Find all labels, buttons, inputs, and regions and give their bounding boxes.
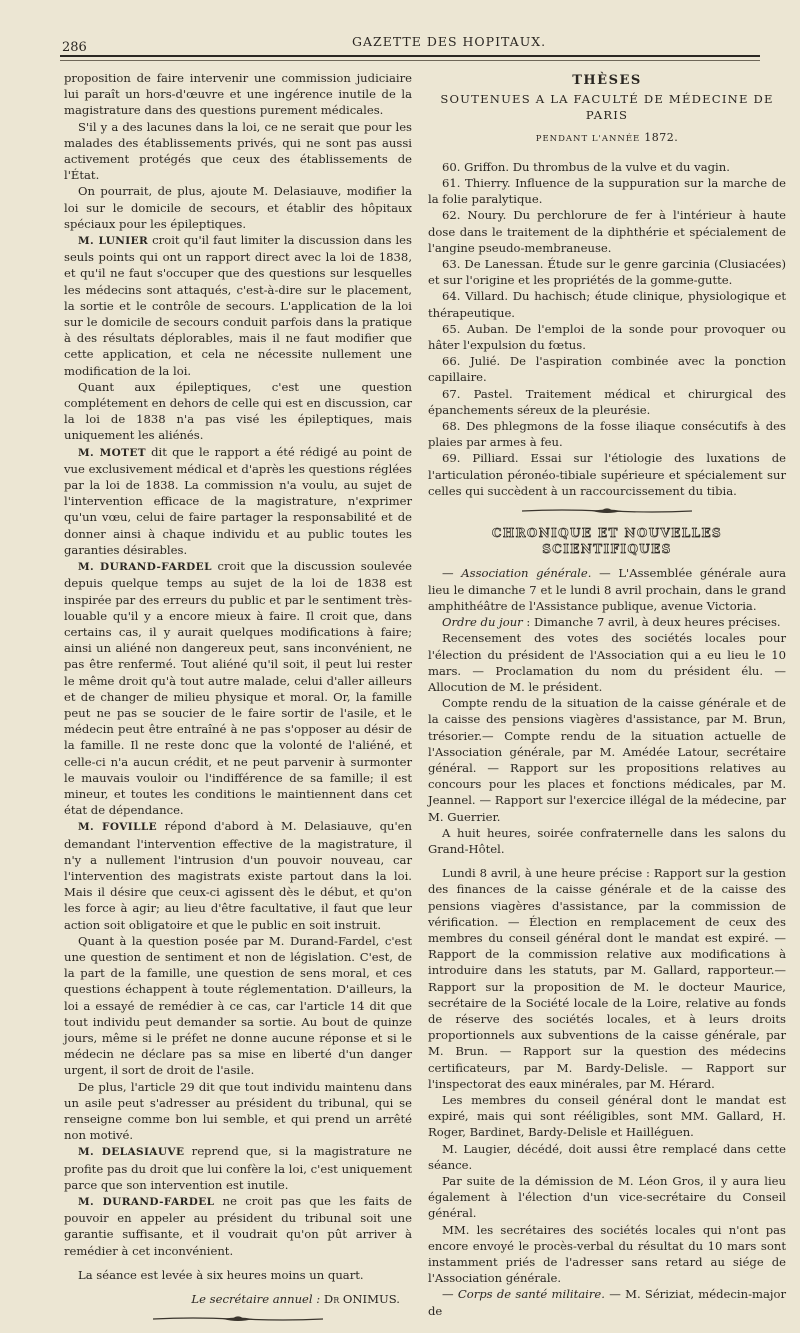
thesis-entry: 61. Thierry. Influence de la suppuration sur la marche de la folie paralytique. bbox=[428, 176, 786, 207]
paragraph: Par suite de la démission de M. Léon Gros, il y aura lieu également à l'élection d'un vice-secrétaire du Conseil général. bbox=[428, 1174, 786, 1221]
thesis-entry: 69. Pilliard. Essai sur l'étiologie des luxations de l'articulation péronéo-tibiale supérieure et spécialement sur celles qui succèdent à un raccourcissement du tibia. bbox=[428, 451, 786, 498]
thesis-entry: 67. Pastel. Traitement médical et chirurgical des épanchements séreux de la pleurésie. bbox=[428, 386, 786, 417]
page-number: 286 bbox=[62, 40, 87, 55]
paragraph: A huit heures, soirée confraternelle dans les salons du Grand-Hôtel. bbox=[428, 825, 786, 856]
paragraph: Lundi 8 avril, à une heure précise : Rapport sur la gestion des finances de la caisse générale et de la caisse des pensions viagères d'assistance, par la commission de vérification. — Élection en remplacement de ceux des membres du conseil général dont le mandat est expiré. — Rapport de la commission relative aux modifications à introduire dans les statuts, par M. Gallard, rapporteur.— Rapport sur la proposition de M. le docteur Maurice, secrétaire de la Société locale de la Loire, relative au fonds de réserve des sociétés locales, et à leurs droits proportionnels aux subventions de la caisse générale, par M. Brun. — Rapport sur la question des médecins certificateurs, par M. Bardy-Delisle. — Rapport sur l'inspectorat des eaux minérales, par M. Hérard. bbox=[428, 866, 786, 1091]
thesis-entry: 64. Villard. Du hachisch; étude clinique, physiologique et thérapeutique. bbox=[428, 289, 786, 320]
thesis-entry: 66. Julié. De l'aspiration combinée avec la ponction capillaire. bbox=[428, 354, 786, 385]
paragraph bbox=[428, 614, 786, 630]
paragraph: Compte rendu de la situation de la caisse générale et de la caisse des pensions viagères d'assistance, par M. Brun, trésorier.— Compte rendu de la situation actuelle de l'Association générale, par M. Amédée Latour, secrétaire général. — Rapport sur les propositions relatives au concours pour les places et fonctions médicales, par M. Jeannel. — Rapport sur l'exercice illégal de la médecine, par M. Guerrier. bbox=[428, 696, 786, 824]
theses-period bbox=[428, 130, 786, 147]
paragraph-text: — M. Sériziat, médecin-major de bbox=[428, 1287, 787, 1318]
speaker-name: M. FOVILLE bbox=[78, 821, 158, 834]
paragraph bbox=[64, 818, 412, 932]
thesis-entry: 60. Griffon. Du thrombus de la vulve et du vagin. bbox=[442, 159, 730, 174]
signature-label: Le secrétaire annuel : bbox=[191, 1292, 324, 1307]
paragraph: proposition de faire intervenir une commission judiciaire lui paraît un hors-d'œuvre et une ingérence inutile de la magistrature dans des questions purement médicales. bbox=[64, 71, 412, 118]
paragraph-text: croit qu'il faut limiter la discussion dans les seuls points qui ont un rapport direct avec la loi de 1838, et qu'il ne faut s'occuper que des questions sur lesquelles les médecins sont attaqués, c'est-à-dire sur le placement, la sortie et le contrôle de secours. L'application de la loi sur le domicile de secours conduit parfois dans la pratique à des résultats déplorables, mais il ne faut modifier que cette application, et cela ne nécessite nullement une modification de la loi. bbox=[64, 233, 412, 378]
running-title: GAZETTE DES HOPITAUX. bbox=[352, 34, 547, 49]
paragraph-text: : Dimanche 7 avril, à deux heures précises. bbox=[522, 615, 781, 630]
right-column bbox=[428, 70, 786, 1319]
paragraph-text: reprend que, si la magistrature ne profite pas du droit que lui confère la loi, c'est uniquement parce que son intervention est inutile. bbox=[64, 1144, 412, 1192]
agenda-label: Ordre du jour bbox=[442, 615, 523, 630]
rubric-label: — Corps de santé militaire. bbox=[442, 1287, 605, 1302]
paragraph-text: répond d'abord à M. Delasiauve, qu'en demandant l'intervention effective de la magistrature, il n'y a nullement l'intrusion d'un pouvoir nouveau, car l'intervention des magistrats existe partout dans la loi. Mais il désire que ceux-ci agissent dès le début, et qu'on les force à agir; au lieu d'être facultative, il faut que leur action soit obligatoire et que le public en soit instruit. bbox=[64, 819, 412, 932]
paragraph: De plus, l'article 29 dit que tout individu maintenu dans un asile peut s'adresser au président du tribunal, qui se renseigne comme bon lui semble, et qui prend un arrêté non motivé. bbox=[64, 1079, 412, 1143]
thesis-entry: 62. Noury. Du perchlorure de fer à l'intérieur à haute dose dans le traitement de la diphthérie et spécialement de l'angine pseudo-membraneuse. bbox=[428, 208, 786, 255]
paragraph: Recensement des votes des sociétés locales pour l'élection du président de l'Association qui a eu lieu le 10 mars. — Proclamation du nom du président élu. — Allocution de M. le président. bbox=[428, 631, 786, 694]
header-rule bbox=[60, 55, 760, 57]
paragraph bbox=[64, 1193, 412, 1259]
paragraph-text: — L'Assemblée générale aura lieu le dimanche 7 et le lundi 8 avril prochain, dans le grand amphithéâtre de l'Assistance publique, avenue Victoria. bbox=[428, 566, 786, 613]
paragraph-text: dit que le rapport a été rédigé au point de vue exclusivement médical et d'après les questions réglées par la loi de 1838. La commission n'a voulu, au sujet de l'intervention efficace de la magistrature, n'exprimer qu'un vœu, celui de faire partager la responsabilité et de donner ainsi à chaque individu et au public toutes les garanties désirables. bbox=[64, 444, 412, 557]
paragraph bbox=[64, 558, 412, 818]
rubric-label: — Association générale. bbox=[442, 566, 592, 581]
header-rule-thin bbox=[60, 60, 760, 61]
signature-name: Dr ONIMUS. bbox=[323, 1292, 400, 1307]
thesis-entry: 63. De Lanessan. Étude sur le genre garcinia (Clusiacées) et sur l'origine et les propriétés de la gomme-gutte. bbox=[428, 257, 786, 288]
speaker-name: M. MOTET bbox=[78, 446, 146, 459]
chronique-title: CHRONIQUE ET NOUVELLES SCIENTIFIQUES bbox=[491, 526, 723, 557]
period-label: PENDANT L'ANNÉE bbox=[535, 133, 641, 144]
paragraph bbox=[428, 1286, 786, 1318]
flourish-divider bbox=[428, 507, 786, 515]
paragraph bbox=[64, 232, 412, 379]
theses-title: THÈSES bbox=[572, 73, 642, 88]
paragraph: Quant aux épileptiques, c'est une question complétement en dehors de celle qui est en discussion, car la loi de 1838 n'a pas visé les épileptiques, mais uniquement les aliénés. bbox=[64, 379, 412, 443]
thesis-entry: 68. Des phlegmons de la fosse iliaque consécutifs à des plaies par armes à feu. bbox=[428, 419, 786, 450]
speaker-name: M. DURAND-FARDEL bbox=[78, 1196, 215, 1209]
paragraph: Les membres du conseil général dont le mandat est expiré, mais qui sont rééligibles, sont MM. Gallard, H. Roger, Bardinet, Bardy-Delisle et Hailléguen. bbox=[428, 1092, 786, 1140]
paragraph bbox=[64, 444, 412, 558]
paragraph: MM. les secrétaires des sociétés locales qui n'ont pas encore envoyé le procès-verbal du résultat du 10 mars sont instamment priés de l'adresser sans retard au siége de l'Association générale. bbox=[428, 1222, 786, 1286]
thesis-entry: 65. Auban. De l'emploi de la sonde pour provoquer ou hâter l'expulsion du fœtus. bbox=[428, 321, 786, 353]
paragraph bbox=[428, 565, 786, 614]
paragraph: S'il y a des lacunes dans la loi, ce ne serait que pour les malades des établissements privés, qui ne sont pas aussi activement protégés que ceux des établissements de l'État. bbox=[64, 119, 412, 183]
speaker-name: M. DURAND-FARDEL bbox=[78, 561, 212, 574]
left-column bbox=[64, 70, 412, 1333]
closing-line: La séance est levée à six heures moins un quart. bbox=[78, 1267, 364, 1282]
paragraph bbox=[64, 1143, 412, 1193]
paragraph: M. Laugier, décédé, doit aussi être remplacé dans cette séance. bbox=[428, 1141, 786, 1172]
flourish-divider bbox=[64, 1315, 412, 1323]
speaker-name: M. LUNIER bbox=[78, 235, 149, 248]
speaker-name: M. DELASIAUVE bbox=[78, 1146, 185, 1159]
theses-subtitle: SOUTENUES A LA FACULTÉ DE MÉDECINE DE PARIS bbox=[440, 92, 774, 123]
period-year: 1872. bbox=[644, 130, 679, 144]
paragraph: Quant à la question posée par M. Durand-Fardel, c'est une question de sentiment et non de législation. C'est, de la part de la famille, une question de sens moral, et ces questions échappent à toute réglementation. D'ailleurs, la loi a essayé de remédier à ce cas, car l'article 14 dit que tout individu peut demander sa sortie. Au bout de quinze jours, même si le préfet ne donne aucune réponse et si le médecin ne déclare pas sa mise en liberté d'un danger urgent, il sort de droit de l'asile. bbox=[64, 933, 412, 1078]
paragraph-text: ne croit pas que les faits de pouvoir en appeler au président du tribunal soit une garantie suffisante, et il voudrait qu'on pût arriver à remédier à cet inconvénient. bbox=[64, 1194, 412, 1258]
paragraph: On pourrait, de plus, ajoute M. Delasiauve, modifier la loi sur le domicile de secours, et établir des hôpitaux spéciaux pour les épileptiques. bbox=[64, 184, 412, 231]
paragraph-text: croit que la discussion soulevée depuis quelque temps au sujet de la loi de 1838 est inspirée par des erreurs du public et par le sentiment très-louable qu'il y a encore mieux à faire. Il croit que, dans certains cas, il y aurait quelques modifications à faire; ainsi un aliéné non dangereux peut, sans inconvénient, ne pas être renfermé. Tout aliéné qu'il soit, il peut lui rester le même droit qu'à tout autre malade, celui d'aller ailleurs et de changer de milieu physique et moral. Or, la famille peut ne pas se soucier de le faire sortir de l'asile, et le médecin peut être entraîné à ne pas s'opposer au désir de la famille. Il ne reste donc que la volonté de l'aliéné, et celle-ci n'a aucun crédit, et ne peut parvenir à surmonter le mauvais vouloir ou l'indifférence de sa famille; il est mineur, et toutes les conditions le maintiennent dans cet état de dépendance. bbox=[64, 559, 412, 818]
signature bbox=[64, 1291, 412, 1307]
